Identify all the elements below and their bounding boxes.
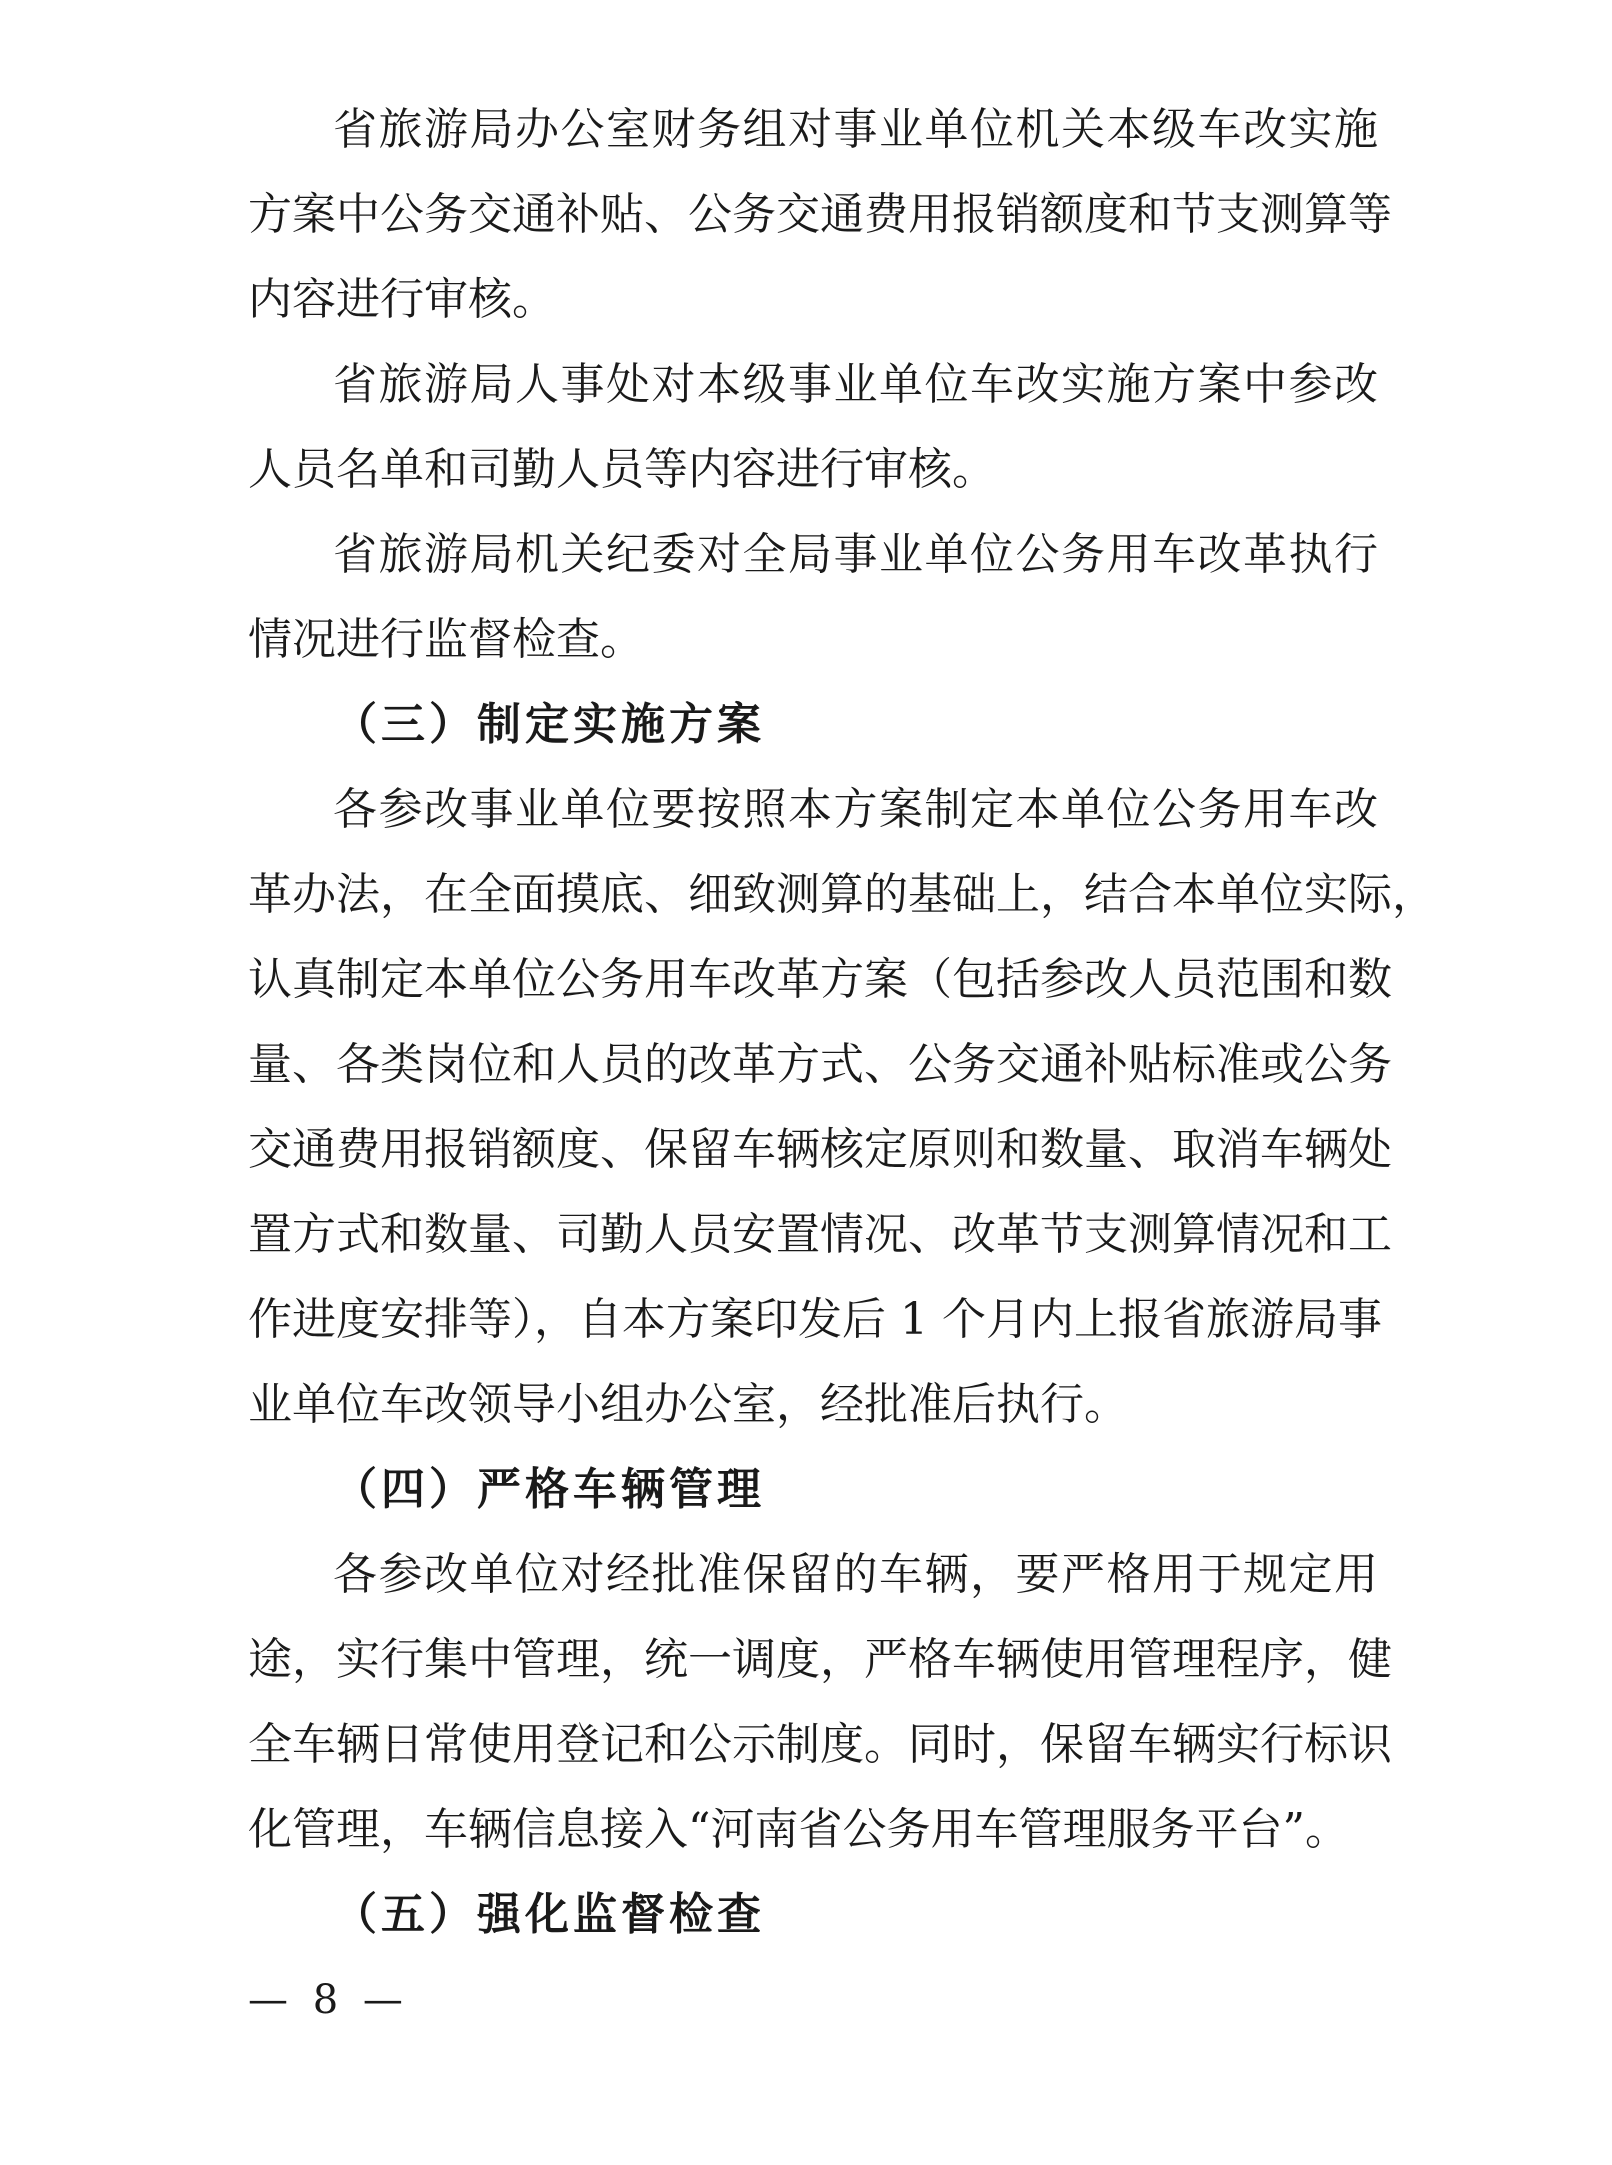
paragraph-line: 置方式和数量、司勤人员安置情况、改革节支测算情况和工 bbox=[248, 1209, 1392, 1260]
paragraph-line: 量、各类岗位和人员的改革方式、公务交通补贴标准或公务 bbox=[248, 1039, 1392, 1090]
page-number: — 8 — bbox=[248, 1977, 409, 2023]
section-heading: （三）制定实施方案 bbox=[333, 699, 765, 750]
paragraph-line: 省旅游局办公室财务组对事业单位机关本级车改实施 bbox=[333, 104, 1378, 155]
paragraph-line: 方案中公务交通补贴、公务交通费用报销额度和节支测算等 bbox=[248, 189, 1392, 240]
paragraph-line: 各参改单位对经批准保留的车辆，要严格用于规定用 bbox=[333, 1549, 1378, 1600]
section-heading: （四）严格车辆管理 bbox=[333, 1464, 765, 1515]
paragraph-line: 化管理，车辆信息接入“河南省公务用车管理服务平台”。 bbox=[248, 1804, 1349, 1855]
paragraph-line: 途，实行集中管理，统一调度，严格车辆使用管理程序，健 bbox=[248, 1634, 1392, 1685]
section-heading: （五）强化监督检查 bbox=[333, 1889, 765, 1940]
paragraph-line: 交通费用报销额度、保留车辆核定原则和数量、取消车辆处 bbox=[248, 1124, 1392, 1175]
paragraph-line: 业单位车改领导小组办公室，经批准后执行。 bbox=[248, 1379, 1128, 1430]
paragraph-line: 省旅游局机关纪委对全局事业单位公务用车改革执行 bbox=[333, 529, 1378, 580]
paragraph-line: 作进度安排等），自本方案印发后 1 个月内上报省旅游局事 bbox=[248, 1294, 1382, 1345]
paragraph-line: 情况进行监督检查。 bbox=[248, 614, 644, 665]
paragraph-line: 内容进行审核。 bbox=[248, 274, 556, 325]
paragraph-line: 革办法，在全面摸底、细致测算的基础上，结合本单位实际， bbox=[248, 869, 1436, 920]
paragraph-line: 各参改事业单位要按照本方案制定本单位公务用车改 bbox=[333, 784, 1378, 835]
paragraph-line: 全车辆日常使用登记和公示制度。同时，保留车辆实行标识 bbox=[248, 1719, 1392, 1770]
paragraph-line: 认真制定本单位公务用车改革方案（包括参改人员范围和数 bbox=[248, 954, 1392, 1005]
paragraph-line: 人员名单和司勤人员等内容进行审核。 bbox=[248, 444, 996, 495]
paragraph-line: 省旅游局人事处对本级事业单位车改实施方案中参改 bbox=[333, 359, 1378, 410]
